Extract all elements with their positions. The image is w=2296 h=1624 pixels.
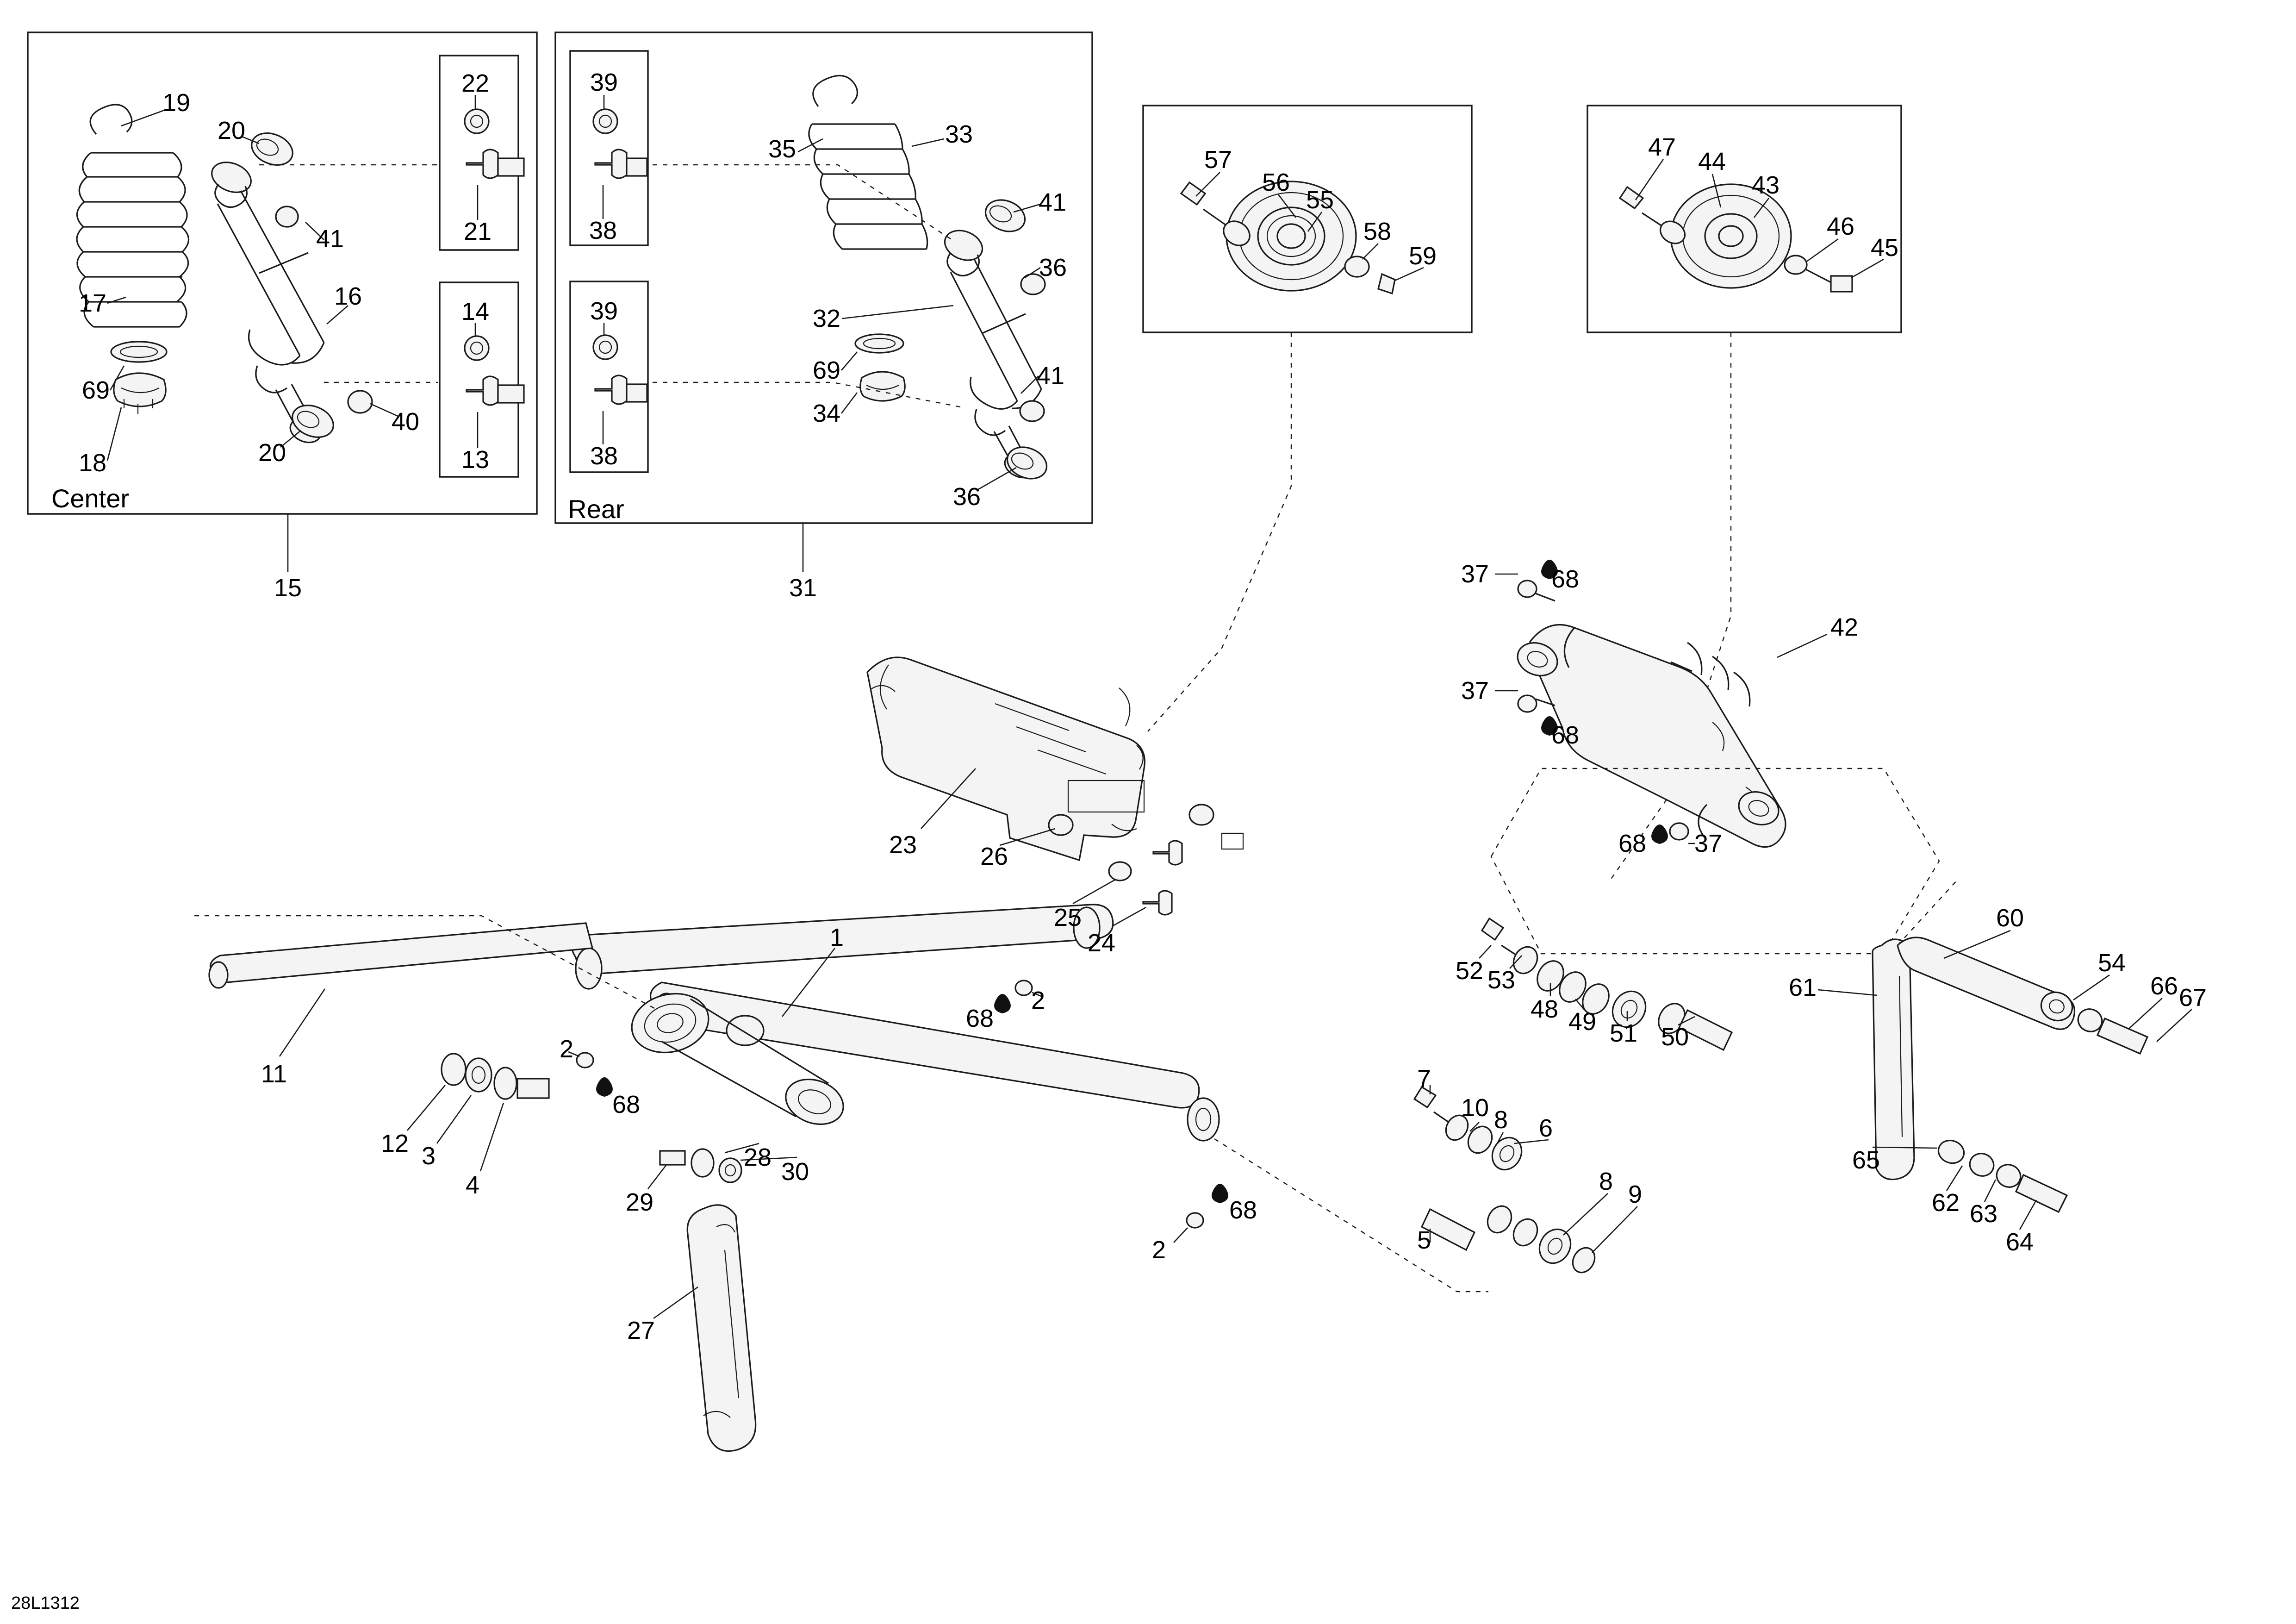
callout-48: 48: [1530, 995, 1559, 1023]
callout-42: 42: [1830, 613, 1859, 641]
callout-18: 18: [78, 449, 107, 477]
callout-2c: 2: [1151, 1236, 1166, 1264]
callout-56: 56: [1262, 169, 1290, 196]
callout-25: 25: [1053, 904, 1082, 931]
callout-4: 4: [465, 1171, 480, 1199]
callout-29: 29: [625, 1188, 654, 1216]
callout-47: 47: [1648, 133, 1676, 161]
callout-41: 41: [1038, 188, 1067, 216]
callout-55: 55: [1306, 186, 1334, 214]
callout-26: 26: [980, 843, 1008, 870]
callout-52: 52: [1455, 957, 1484, 985]
callout-8: 8: [1493, 1106, 1508, 1134]
callout-11: 11: [261, 1060, 287, 1088]
idler-wheel-box-left: [1143, 106, 1472, 332]
callout-36b: 36: [952, 483, 981, 511]
callout-68b: 68: [1551, 721, 1580, 749]
main-swing-arm: [209, 905, 1219, 1451]
callout-41b: 41: [316, 225, 344, 253]
callout-1: 1: [829, 924, 844, 951]
callout-65: 65: [1852, 1146, 1880, 1174]
callout-46: 46: [1826, 212, 1855, 240]
callout-35: 35: [768, 135, 796, 163]
callout-16: 16: [334, 282, 362, 310]
callout-68f: 68: [1229, 1196, 1257, 1224]
callout-38b: 38: [590, 442, 618, 470]
callout-19: 19: [162, 89, 191, 117]
callout-60: 60: [1996, 904, 2024, 932]
callout-32: 32: [812, 305, 841, 332]
callout-58: 58: [1363, 218, 1392, 245]
center-bolt-14: [465, 336, 524, 405]
callout-54: 54: [2097, 949, 2126, 977]
callout-44: 44: [1698, 148, 1726, 175]
callout-69b: 69: [812, 356, 841, 384]
callout-5: 5: [1417, 1226, 1431, 1254]
drawing-code: 28L1312: [11, 1593, 80, 1613]
callout-63: 63: [1969, 1200, 1998, 1228]
callout-31: 31: [789, 574, 817, 602]
callout-9: 9: [1628, 1181, 1643, 1208]
callout-7: 7: [1417, 1065, 1431, 1093]
callout-45: 45: [1870, 234, 1899, 262]
callout-49: 49: [1568, 1008, 1597, 1036]
callout-20b: 20: [258, 439, 286, 467]
callout-59: 59: [1408, 242, 1437, 270]
callout-12: 12: [380, 1130, 409, 1157]
center-spring: [77, 105, 189, 414]
callout-2b: 2: [559, 1035, 574, 1063]
callout-64: 64: [2005, 1228, 2034, 1256]
callout-68e: 68: [612, 1091, 641, 1118]
callout-37b: 37: [1461, 677, 1489, 705]
callout-41c: 41: [1036, 362, 1065, 390]
callout-24: 24: [1087, 929, 1116, 957]
callout-23: 23: [889, 831, 917, 859]
callout-69: 69: [81, 376, 110, 404]
callout-40: 40: [391, 408, 420, 436]
callout-38: 38: [589, 217, 617, 244]
callout-10: 10: [1461, 1094, 1489, 1122]
callout-27: 27: [627, 1317, 655, 1344]
callout-67: 67: [2178, 984, 2207, 1012]
group-rear-box: [555, 32, 1092, 572]
callout-17: 17: [78, 289, 107, 317]
rear-spring: [809, 75, 927, 249]
callout-2: 2: [1031, 987, 1045, 1014]
callout-39: 39: [590, 69, 618, 96]
callout-53: 53: [1487, 966, 1516, 994]
callout-14: 14: [461, 298, 490, 325]
callout-22: 22: [461, 69, 490, 97]
group-label-center: Center: [51, 484, 130, 513]
center-bolt-22: [465, 109, 524, 178]
callout-66: 66: [2150, 972, 2178, 1000]
callout-6: 6: [1538, 1114, 1553, 1142]
rear-shock: [855, 194, 1052, 484]
callout-34: 34: [812, 400, 841, 427]
callout-61: 61: [1788, 974, 1817, 1001]
rear-bolt-39-lower: [593, 335, 647, 404]
callout-50: 50: [1661, 1023, 1689, 1051]
callout-28: 28: [743, 1143, 772, 1171]
callout-33: 33: [945, 120, 973, 148]
callout-30: 30: [781, 1158, 809, 1186]
rear-axle-holder: [1873, 937, 2147, 1212]
callout-3: 3: [421, 1142, 436, 1170]
callout-8b: 8: [1599, 1168, 1613, 1195]
callout-15: 15: [274, 574, 302, 602]
group-label-rear: Rear: [568, 494, 624, 524]
callout-39b: 39: [590, 297, 618, 325]
callout-13: 13: [461, 446, 490, 474]
rear-bolt-39-upper: [593, 109, 647, 178]
callout-37c: 37: [1694, 830, 1723, 857]
axle-hardware-upper: [1482, 918, 1732, 1050]
rear-cross-shaft-assembly: [867, 657, 1145, 860]
callout-62: 62: [1931, 1189, 1960, 1217]
callout-36: 36: [1039, 254, 1067, 281]
callout-51: 51: [1609, 1019, 1638, 1047]
callout-68c: 68: [1618, 830, 1647, 857]
callout-21: 21: [463, 218, 492, 245]
callout-68: 68: [1551, 565, 1580, 593]
callout-20: 20: [217, 117, 246, 144]
callout-68d: 68: [965, 1005, 994, 1032]
callout-37: 37: [1461, 560, 1489, 588]
callout-43: 43: [1751, 171, 1780, 199]
callout-57: 57: [1204, 146, 1232, 174]
